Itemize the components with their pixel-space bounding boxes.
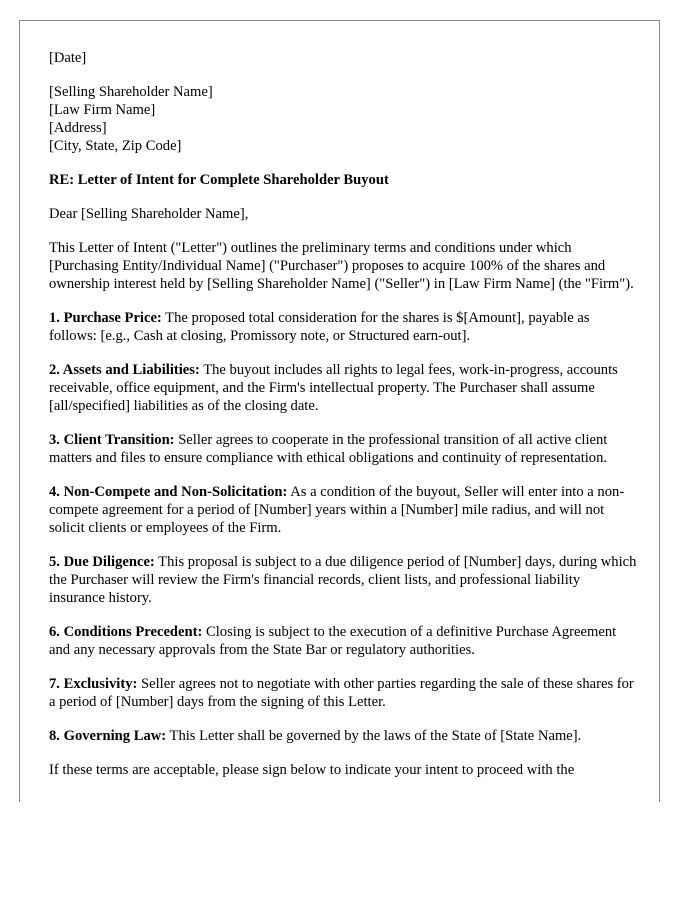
recipient-city-state-zip: [City, State, Zip Code] <box>49 138 182 154</box>
section-purchase-price <box>49 309 639 345</box>
recipient-address-block <box>49 83 639 155</box>
section-heading: 2. Assets and Liabilities: <box>49 362 200 378</box>
section-text: Seller agrees not to negotiate with other parties regarding the sale of these shares for a period of [Number] days from the signing of this Letter. <box>49 676 634 710</box>
closing-paragraph-partial: If these terms are acceptable, please sign below to indicate your intent to proceed with the <box>49 762 575 778</box>
section-text: This proposal is subject to a due diligence period of [Number] days, during which the Purchaser will review the Firm's financial records, client lists, and professional liability insurance history. <box>49 554 637 606</box>
section-conditions-precedent <box>49 623 639 659</box>
section-text: The proposed total consideration for the shares is $[Amount], payable as follows: [e.g., Cash at closing, Promissory note, or Structured earn-out]. <box>49 310 590 344</box>
section-client-transition <box>49 431 639 467</box>
section-text: This Letter shall be governed by the laws of the State of [State Name]. <box>166 728 582 744</box>
recipient-address: [Address] <box>49 120 107 136</box>
section-text: As a condition of the buyout, Seller will enter into a non-compete agreement for a period of [Number] years within a [Number] mile radius, and will not solicit clients or employees of the Firm. <box>49 484 625 536</box>
subject-line: RE: Letter of Intent for Complete Shareholder Buyout <box>49 172 389 188</box>
salutation: Dear [Selling Shareholder Name], <box>49 206 249 222</box>
section-text: Seller agrees to cooperate in the professional transition of all active client matters and files to ensure compliance with ethical obligations and continuity of representation. <box>49 432 608 466</box>
section-heading: 5. Due Diligence: <box>49 554 155 570</box>
section-non-compete <box>49 483 639 537</box>
letter-date: [Date] <box>49 50 87 66</box>
section-heading: 4. Non-Compete and Non-Solicitation: <box>49 484 288 500</box>
section-governing-law <box>49 727 639 745</box>
section-heading: 6. Conditions Precedent: <box>49 624 203 640</box>
letter-body <box>49 49 639 779</box>
section-heading: 8. Governing Law: <box>49 728 167 744</box>
recipient-firm: [Law Firm Name] <box>49 102 156 118</box>
recipient-name: [Selling Shareholder Name] <box>49 84 213 100</box>
section-heading: 1. Purchase Price: <box>49 310 162 326</box>
section-due-diligence <box>49 553 639 607</box>
section-heading: 7. Exclusivity: <box>49 676 138 692</box>
letter-page <box>19 20 660 802</box>
section-exclusivity <box>49 675 639 711</box>
section-text: Closing is subject to the execution of a definitive Purchase Agreement and any necessary approvals from the State Bar or regulatory authorities. <box>49 624 617 658</box>
section-heading: 3. Client Transition: <box>49 432 175 448</box>
section-text: The buyout includes all rights to legal fees, work-in-progress, accounts receivable, office equipment, and the Firm's intellectual property. The Purchaser shall assume [all/specified] liabilities as of the closing date. <box>49 362 618 414</box>
intro-paragraph: This Letter of Intent ("Letter") outlines the preliminary terms and conditions under which [Purchasing Entity/Individual Name] ("Purchaser") proposes to acquire 100% of the shares and ownership interest held by [Selling Shareholder Name] ("Seller") in [Law Firm Name] (the "Firm"). <box>49 240 634 292</box>
section-assets-liabilities <box>49 361 639 415</box>
